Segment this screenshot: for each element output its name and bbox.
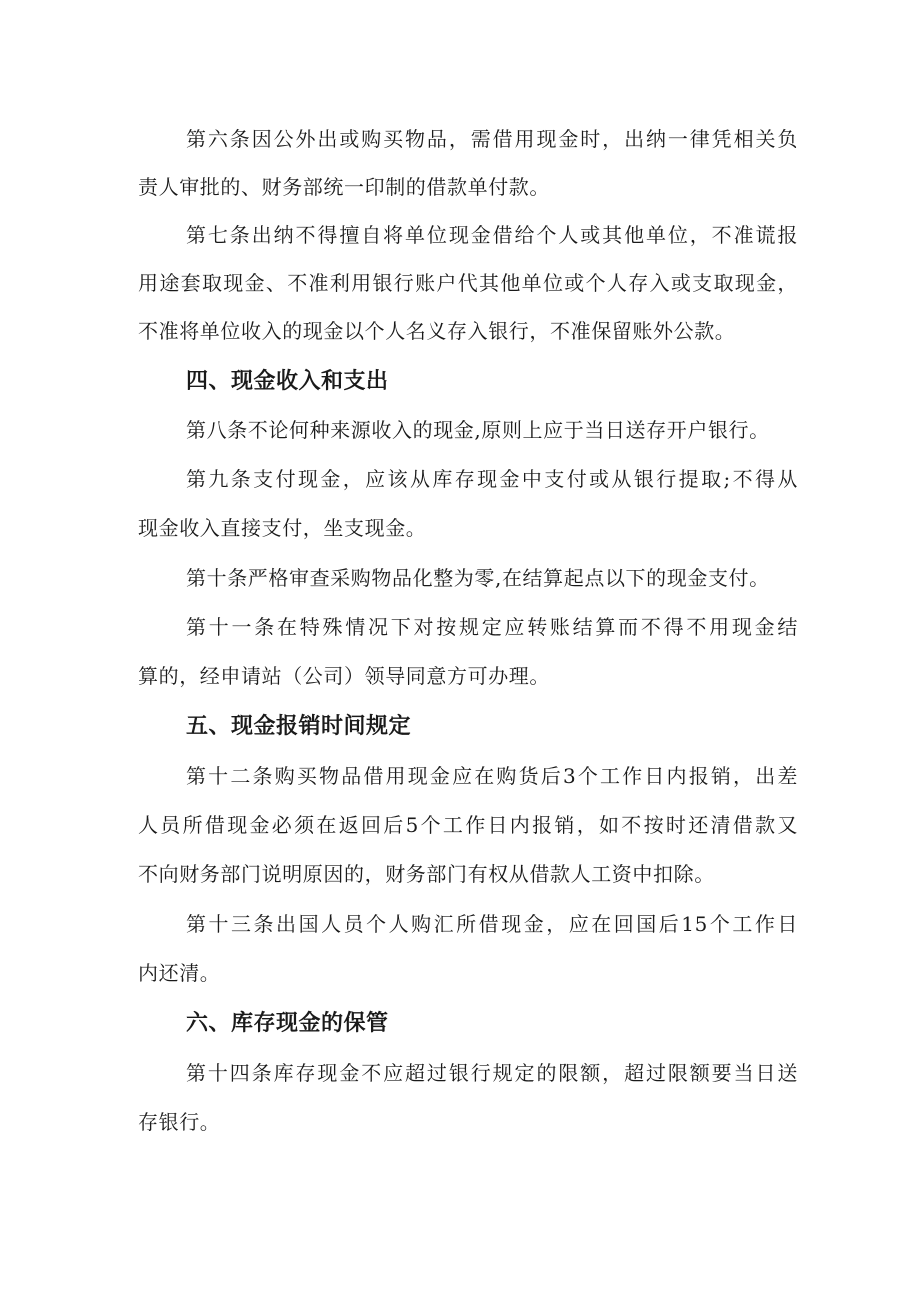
article-7-line-3: 不准将单位收入的现金以个人名义存入银行，不准保留账外公款。 <box>138 319 736 343</box>
article-8-line-1: 第八条不论何种来源收入的现金,原则上应于当日送存开户银行。 <box>186 418 770 442</box>
article-13-line-1: 第十三条出国人员个人购汇所借现金，应在回国后15个工作日 <box>186 912 798 936</box>
section-heading-6: 六、库存现金的保管 <box>186 1011 389 1036</box>
article-12-line-2: 人员所借现金必须在返回后5个工作日内报销，如不按时还清借款又 <box>138 813 798 837</box>
article-13-line-2: 内还清。 <box>138 961 221 985</box>
article-14-line-2: 存银行。 <box>138 1110 221 1134</box>
article-6-line-2: 责人审批的、财务部统一印制的借款单付款。 <box>138 175 550 199</box>
article-6-line-1: 第六条因公外出或购买物品，需借用现金时，出纳一律凭相关负 <box>186 127 798 151</box>
article-7-line-2: 用途套取现金、不准利用银行账户代其他单位或个人存入或支取现金， <box>138 271 798 295</box>
article-9-line-1: 第九条支付现金，应该从库存现金中支付或从银行提取;不得从 <box>186 467 798 491</box>
article-12-line-3: 不向财务部门说明原因的，财务部门有权从借款人工资中扣除。 <box>138 862 715 886</box>
section-heading-5: 五、现金报销时间规定 <box>186 714 412 739</box>
article-7-line-1: 第七条出纳不得擅自将单位现金借给个人或其他单位，不准谎报 <box>186 223 798 247</box>
article-12-line-1: 第十二条购买物品借用现金应在购货后3个工作日内报销，出差 <box>186 764 798 788</box>
article-10-line-1: 第十条严格审查采购物品化整为零,在结算起点以下的现金支付。 <box>186 566 770 590</box>
article-9-line-2: 现金收入直接支付，坐支现金。 <box>138 516 427 540</box>
article-14-line-1: 第十四条库存现金不应超过银行规定的限额，超过限额要当日送 <box>186 1061 798 1085</box>
article-11-line-1: 第十一条在特殊情况下对按规定应转账结算而不得不用现金结 <box>186 615 798 639</box>
article-11-line-2: 算的，经申请站（公司）领导同意方可办理。 <box>138 664 550 688</box>
section-heading-4: 四、现金收入和支出 <box>186 369 389 394</box>
